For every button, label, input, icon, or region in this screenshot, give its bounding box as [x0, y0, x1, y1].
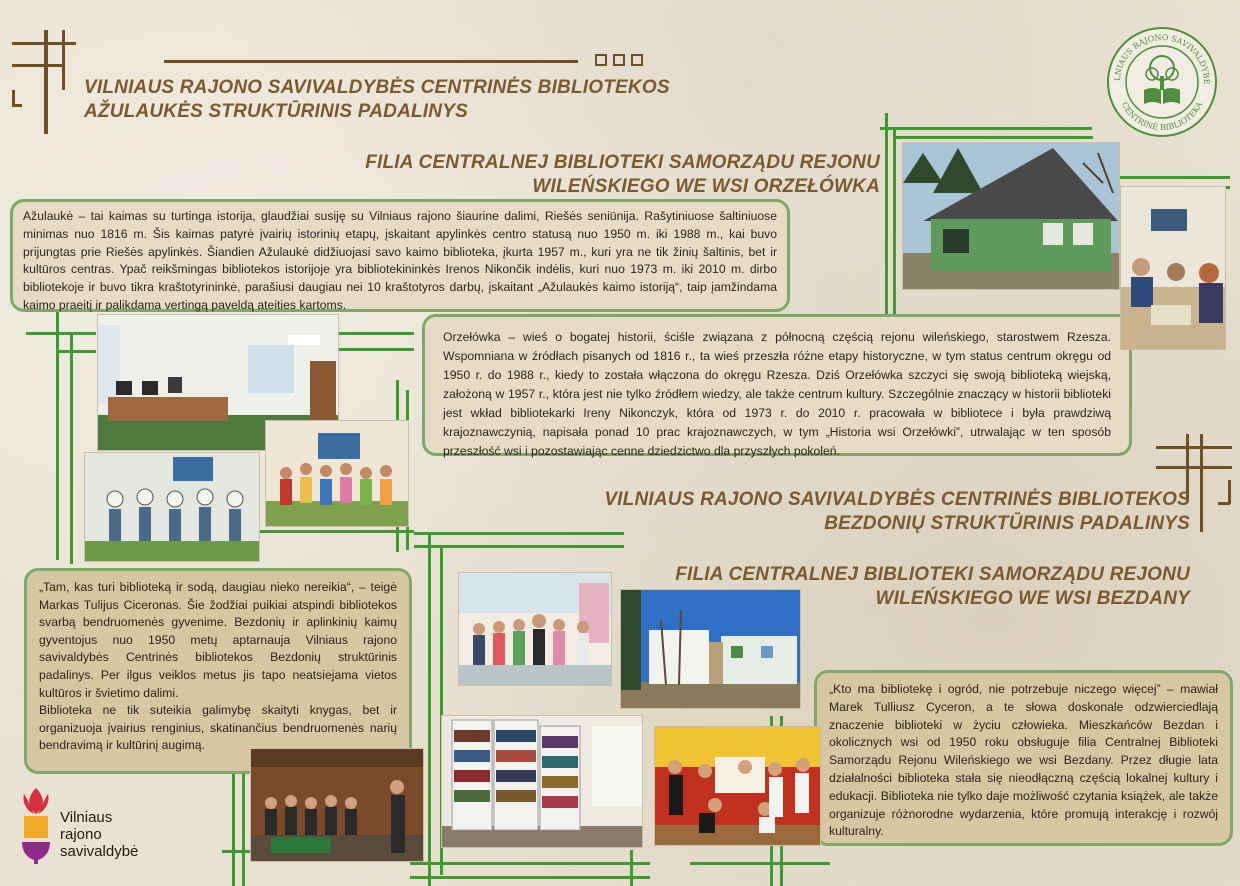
- library-logo: [1106, 26, 1218, 138]
- lt-title-azulaukes: VILNIAUS RAJONO SAVIVALDYBĖS CENTRINĖS BIBLIOTEKOS AŽULAUKĖS STRUKTŪRINIS PADALINYS: [84, 77, 670, 122]
- municipality-emblem-icon: [18, 786, 54, 864]
- photo-bezdany-building: [620, 589, 801, 709]
- text-box-orzelowka-pl: Orzełówka – wieś o bogatej historii, ściśle związana z północną częścią rejonu wileńskiego, starostwem Rzesza. Wspomniana w źródłach pisanych od 1816 r., ta wieś przeszła różne etapy historyczne, w tym status centrum okręgu od 1950 r. do 1988 r., kiedy to została włączona do okręgu Rzesza. Dziś Orzełówka szczyci się swoją biblioteką wiejską, założoną w 1957 r., która jest nie tylko źródłem wiedzy, ale także centrum kultury. Szczególnie znaczący w historii biblioteki jest wkład bibliotekarki Ireny Nikonczyk, która od 1973 r. do 2010 r. pracowała w bibliotece i była prawdziwą krajoznawczynią, napisała ponad 10 prac krajoznawczych, w tym „Historia wsi Orzełówki”, utrwalając w ten sposób przeszłość wsi i pozostawiając cenne dziedzictwo dla przyszłych pokoleń.: [422, 314, 1132, 456]
- photo-children-masks: [84, 452, 260, 562]
- municipality-logo: [18, 786, 158, 866]
- text-box-azulauke-lt: Ažulaukė – tai kaimas su turtinga istorija, glaudžiai susiję su Vilniaus rajono šiaurine dalimi, Riešės seniūnija. Rašytiniuose šaltiniuose minimas nuo 1816 m. Šis kaimas patyrė įvairių istorinių etapų, įskaitant apylinkės centro statusą nuo 1950 m. iki 1988 m., kai buvo prijungtas prie Riešės apylinkės. Šiandien Ažulaukė didžiuojasi savo kaimo biblioteka, įkurta 1957 m., kuri yra ne tik žinių šaltinis, bet ir kultūros centras. Ypač reikšmingas bibliotekos istorijoje yra bibliotekininkės Irenos Nikončik indėlis, kuri nuo 1973 m. iki 2010 m. dirbo bibliotekoje ir buvo tikra kraštotyrininkė, parašiusi daugiau nei 10 kraštotyros darbų, įskaitant „Ažulaukės kaimo istoriją“, taip įamžindama kaimo praeitį ir palikdama vertingą paveldą ateities kartoms.: [10, 199, 790, 312]
- logo-ring-top-text: LNIAUS RAJONO SAVIVALDYBĖ: [1112, 32, 1212, 85]
- photo-workshop-event: [250, 748, 424, 862]
- photo-bezdany-children: [458, 572, 612, 686]
- text-box-bezdany-pl: „Kto ma bibliotekę i ogród, nie potrzebuje niczego więcej” – mawiał Marek Tulliusz Cyceron, a te słowa doskonale odzwierciedlają znaczenie biblioteki w życiu człowieka. Mieszkańców Bezdan i okolicznych wsi od 1950 roku obsługuje filia Centralnej Biblioteki Samorządu Rejonu Wileńskiego we wsi Bezdany. Przez długie lata działalności biblioteka stała się nieodłączną częścią lokalnej kultury i edukacji. Biblioteka nie tylko daje możliwość czytania książek, ale także organizuje różnorodne wydarzenia, które promują interakcję i rozwój kulturalny.: [814, 670, 1233, 846]
- photo-bezdany-event: [654, 726, 821, 846]
- photo-bookshelves: [441, 715, 643, 848]
- photo-reading-event: [1120, 186, 1226, 350]
- logo-ring-bottom-text: CENTRINĖ BIBLIOTEKA: [1119, 100, 1205, 133]
- text-box-bezdoniai-lt: „Tam, kas turi biblioteką ir sodą, daugiau nieko nereikia“, – teigė Markas Tulijus Ciceronas. Šie žodžiai puikiai atspindi bibliotekos svarbą bendruomenės gyvenime. Bezdonių ir aplinkinių kaimų gyventojus nuo 1950 metų aptarnauja Vilniaus rajono savivaldybės Centrinės bibliotekos Bezdonių struktūrinis padalinys. Per ilgus veiklos metus jis tapo neatsiejama vietos kultūros ir švietimo dalimi. Biblioteka ne tik suteikia galimybę skaityti knygas, bet ir organizuoja įvairius renginius, skatinančius bendruomenės narių bendravimą ir kultūrinį augimą.: [24, 568, 412, 774]
- municipality-line-2: rajono: [60, 826, 102, 843]
- pl-title-orzelowka: FILIA CENTRALNEJ BIBLIOTEKI SAMORZĄDU REJONU WILEŃSKIEGO WE WSI ORZEŁÓWKA: [365, 152, 880, 197]
- municipality-line-3: savivaldybė: [60, 843, 139, 860]
- photo-children-group: [265, 420, 409, 527]
- municipality-line-1: Vilniaus: [60, 809, 113, 826]
- lt-title-bezdoniu: VILNIAUS RAJONO SAVIVALDYBĖS CENTRINĖS BIBLIOTEKOS BEZDONIŲ STRUKTŪRINIS PADALINYS: [604, 489, 1190, 534]
- pl-title-bezdany: FILIA CENTRALNEJ BIBLIOTEKI SAMORZĄDU REJONU WILEŃSKIEGO WE WSI BEZDANY: [675, 564, 1190, 609]
- photo-library-house: [902, 142, 1120, 290]
